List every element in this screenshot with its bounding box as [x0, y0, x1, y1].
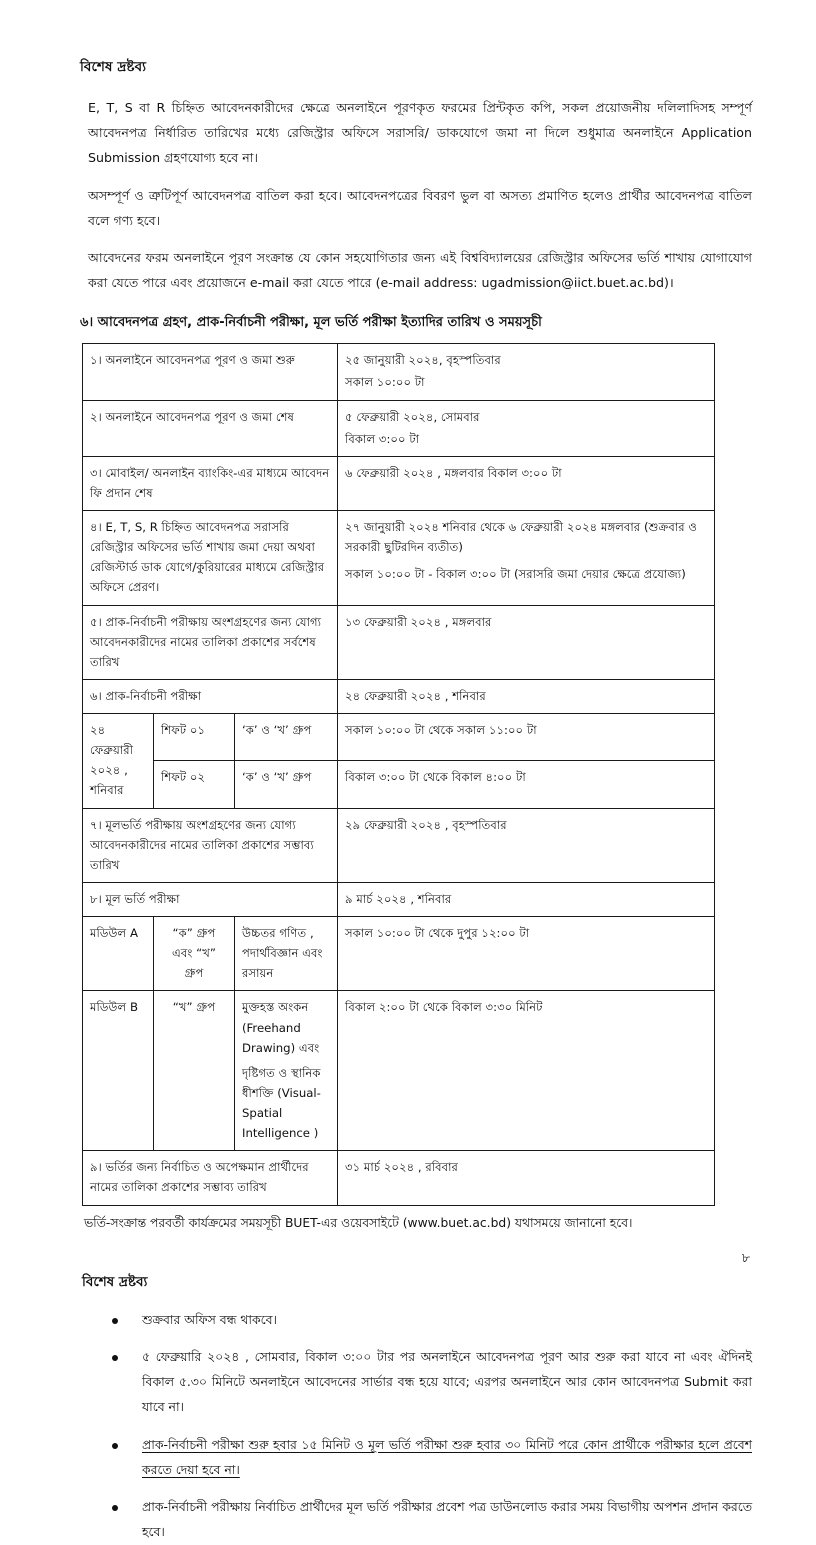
shift-name-cell: শিফট ০২ — [154, 761, 235, 808]
date-line: ২৭ জানুয়ারী ২০২৪ শনিবার থেকে ৬ ফেব্রুয়ারী ২০২৪ মঙ্গলবার (শুক্রবার ও সরকারী ছুটিরদিন ব্যতীত) — [345, 520, 697, 555]
shift-name-cell: শিফট ০১ — [154, 714, 235, 761]
date-line: ১৩ ফেব্রুয়ারী ২০২৪ , মঙ্গলবার — [345, 614, 492, 629]
schedule-label-cell: ৮। মূল ভর্তি পরীক্ষা — [83, 882, 338, 916]
date-line: ২৫ জানুয়ারী ২০২৪, বৃহস্পতিবার — [345, 353, 501, 368]
table-row — [83, 511, 715, 606]
table-row — [83, 344, 715, 400]
table-row — [83, 1151, 715, 1205]
module-subject-line: মুক্তহস্ত অংকন (Freehand Drawing) এবং — [242, 1000, 320, 1055]
table-row — [83, 761, 715, 808]
schedule-date-cell — [338, 679, 715, 713]
list-item — [106, 1495, 752, 1545]
shift-group-cell: ‘ক’ ও ‘খ’ গ্রুপ — [235, 714, 338, 761]
date-line: ৯ মার্চ ২০২৪ , শনিবার — [345, 891, 452, 906]
date-line: ৬ ফেব্রুয়ারী ২০২৪ , মঙ্গলবার বিকাল ৩:০০ টা — [345, 465, 562, 480]
schedule-label-cell: ৯। ভর্তির জন্য নির্বাচিত ও অপেক্ষমান প্রার্থীদের নামের তালিকা প্রকাশের সম্ভাব্য তারিখ — [83, 1151, 338, 1205]
top-notice-heading: বিশেষ দ্রষ্টব্য — [80, 59, 147, 75]
schedule-date-cell — [338, 511, 715, 606]
schedule-label-cell: ৬। প্রাক-নির্বাচনী পরীক্ষা — [83, 679, 338, 713]
schedule-date-cell — [338, 605, 715, 679]
schedule-label-cell: ২। অনলাইনে আবেদনপত্র পূরণ ও জমা শেষ — [83, 400, 338, 456]
bottom-notice-list — [80, 1308, 752, 1545]
table-row — [83, 456, 715, 510]
module-subject-line: দৃষ্টিগত ও স্থানিক ধীশক্তি (Visual-Spatial Intelligence ) — [242, 1065, 321, 1141]
date-line: সকাল ১০:০০ টা — [345, 375, 425, 390]
schedule-label-cell: ৪। E, T, S, R চিহ্নিত আবেদনপত্র সরাসরি রেজিস্ট্রার অফিসের ভর্তি শাখায় জমা দেয়া অথবা রেজিস্টার্ড ডাক যোগে/কুরিয়ারের মাধ্যমে রেজিস্ট্রার অফিসে প্রেরণ। — [83, 511, 338, 606]
list-item — [106, 1433, 752, 1483]
schedule-date-cell — [338, 882, 715, 916]
schedule-table — [82, 343, 715, 1205]
schedule-table-body — [83, 344, 715, 1205]
table-row — [83, 917, 715, 991]
shift-time-cell: বিকাল ৩:০০ টা থেকে বিকাল ৪:০০ টা — [338, 761, 715, 808]
list-item-text: ৫ ফেব্রুয়ারি ২০২৪ , সোমবার, বিকাল ৩:০০ টার পর অনলাইনে আবেদনপত্র পূরণ আর শুরু করা যাবে না এবং ঐদিনই বিকাল ৫.৩০ মিনিটে অনলাইনে আবেদনের সার্ভার বন্ধ হয়ে যাবে; এরপর অনলাইনে আর কোন আবেদনপত্র Submit করা যাবে না। — [142, 1349, 752, 1414]
top-notice-paragraph-2: অসম্পূর্ণ ও ত্রুটিপূর্ণ আবেদনপত্র বাতিল করা হবে। আবেদনপত্রের বিবরণ ভুল বা অসত্য প্রমাণিত হলেও প্রার্থীর আবেদনপত্র বাতিল বলে গণ্য হবে। — [88, 187, 752, 228]
schedule-date-cell — [338, 344, 715, 400]
schedule-label-cell: ৫। প্রাক-নির্বাচনী পরীক্ষায় অংশগ্রহণের জন্য যোগ্য আবেদনকারীদের নামের তালিকা প্রকাশের সর্বশেষ তারিখ — [83, 605, 338, 679]
schedule-date-cell — [338, 808, 715, 882]
table-row — [83, 679, 715, 713]
date-line: সকাল ১০:০০ টা - বিকাল ৩:০০ টা (সরাসরি জমা দেয়ার ক্ষেত্রে প্রযোজ্য) — [345, 567, 686, 582]
schedule-label-cell: ৭। মূলভর্তি পরীক্ষায় অংশগ্রহণের জন্য যোগ্য আবেদনকারীদের নামের তালিকা প্রকাশের সম্ভাব্য তারিখ — [83, 808, 338, 882]
schedule-label-cell: ৩। মোবাইল/ অনলাইন ব্যাংকিং-এর মাধ্যমে আবেদন ফি প্রদান শেষ — [83, 456, 338, 510]
table-row — [83, 882, 715, 916]
list-item — [106, 1345, 752, 1419]
module-subject-cell — [235, 991, 338, 1151]
schedule-date-cell — [338, 400, 715, 456]
page-number: ৮ — [741, 1250, 750, 1265]
schedule-section-heading: ৬। আবেদনপত্র গ্রহণ, প্রাক-নির্বাচনী পরীক্ষা, মূল ভর্তি পরীক্ষা ইত্যাদির তারিখ ও সময়সূচী — [80, 315, 542, 331]
schedule-date-cell — [338, 456, 715, 510]
top-notice-paragraph-3: আবেদনের ফরম অনলাইনে পূরণ সংক্রান্ত যে কোন সহযোগিতার জন্য এই বিশ্ববিদ্যালয়ের রেজিস্ট্রার অফিসের ভর্তি শাখায় যোগাযোগ করা যেতে পারে এবং প্রয়োজনে e-mail করা যেতে পারে (e-mail address: ugadmission@iict.buet.ac.bd)। — [88, 249, 752, 291]
schedule-footnote: ভর্তি-সংক্রান্ত পরবর্তী কার্যক্রমের সময়সূচী BUET-এর ওয়েবসাইটে (www.buet.ac.bd) যথাসময়ে জানানো হবে। — [84, 1215, 633, 1230]
date-line: বিকাল ৩:০০ টা — [345, 431, 420, 446]
bottom-notice-heading: বিশেষ দ্রষ্টব্য — [82, 1273, 148, 1290]
module-time-cell: সকাল ১০:০০ টা থেকে দুপুর ১২:০০ টা — [338, 917, 715, 991]
date-line: ৫ ফেব্রুয়ারী ২০২৪, সোমবার — [345, 409, 480, 424]
module-name-cell: মডিউল B — [83, 991, 154, 1151]
module-subject-cell: উচ্চতর গণিত , পদার্থবিজ্ঞান এবং রসায়ন — [235, 917, 338, 991]
table-row — [83, 714, 715, 761]
list-item-text: প্রাক-নির্বাচনী পরীক্ষা শুরু হবার ১৫ মিনিট ও মূল ভর্তি পরীক্ষা শুরু হবার ৩০ মিনিট পরে কোন প্রার্থীকে পরীক্ষার হলে প্রবেশ করতে দেয়া হবে না। — [142, 1436, 752, 1477]
table-row — [83, 991, 715, 1151]
shift-group-cell: ‘ক’ ও ‘খ’ গ্রুপ — [235, 761, 338, 808]
shift-time-cell: সকাল ১০:০০ টা থেকে সকাল ১১:০০ টা — [338, 714, 715, 761]
date-line: ২৯ ফেব্রুয়ারী ২০২৪ , বৃহস্পতিবার — [345, 817, 507, 832]
schedule-date-cell — [338, 1151, 715, 1205]
module-time-cell: বিকাল ২:০০ টা থেকে বিকাল ৩:৩০ মিনিট — [338, 991, 715, 1151]
date-line: ২৪ ফেব্রুয়ারী ২০২৪ , শনিবার — [345, 688, 486, 703]
list-item — [106, 1308, 752, 1333]
module-group-cell: “ক” গ্রুপ এবং “খ” গ্রুপ — [154, 917, 235, 991]
module-name-cell: মডিউল A — [83, 917, 154, 991]
schedule-label-cell: ১। অনলাইনে আবেদনপত্র পূরণ ও জমা শুরু — [83, 344, 338, 400]
table-row — [83, 605, 715, 679]
top-notice-paragraph-1: E, T, S বা R চিহ্নিত আবেদনকারীদের ক্ষেত্রে অনলাইনে পূরণকৃত ফরমের প্রিন্টকৃত কপি, সকল প্রয়োজনীয় দলিলাদিসহ সম্পূর্ণ আবেদনপত্র নির্ধারিত তারিখের মধ্যে রেজিস্ট্রার অফিসে সরাসরি/ ডাকযোগে জমা না দিলে শুধুমাত্র অনলাইনে Application Submission গ্রহণযোগ্য হবে না। — [88, 100, 752, 166]
date-line: ৩১ মার্চ ২০২৪ , রবিবার — [345, 1160, 458, 1175]
table-row — [83, 400, 715, 456]
module-group-cell: “খ” গ্রুপ — [154, 991, 235, 1151]
list-item-text: শুক্রবার অফিস বন্ধ থাকবে। — [142, 1311, 277, 1327]
table-row — [83, 808, 715, 882]
shift-group-date-cell: ২৪ ফেব্রুয়ারী ২০২৪ , শনিবার — [83, 714, 154, 809]
list-item-text: প্রাক-নির্বাচনী পরীক্ষায় নির্বাচিত প্রার্থীদের মূল ভর্তি পরীক্ষার প্রবেশ পত্র ডাউনলোড করার সময় বিভাগীয় অপশন প্রদান করতে হবে। — [142, 1499, 752, 1540]
